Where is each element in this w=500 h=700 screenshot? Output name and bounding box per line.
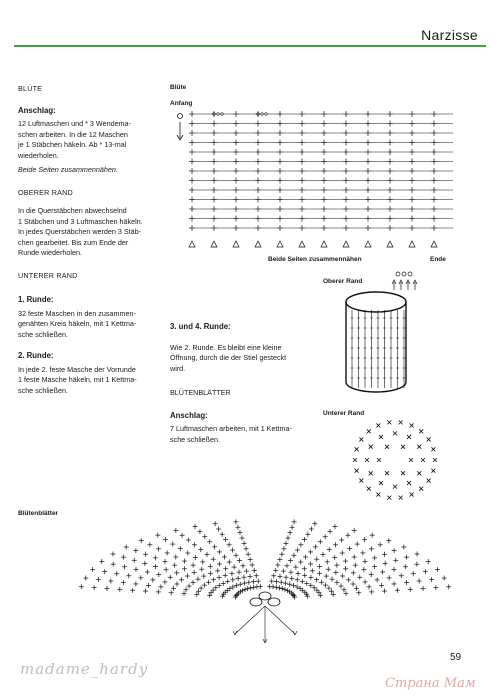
oberer-rand-diagram bbox=[340, 270, 460, 400]
chart-row bbox=[189, 111, 453, 117]
anschlag-line: 12 Luftmaschen und * 3 Wendema- bbox=[18, 119, 131, 128]
left-column bbox=[18, 84, 163, 396]
runde34-line: wird. bbox=[170, 363, 186, 373]
anschlag-line: je 1 Stäbchen häkeln. Ab * 13-mal bbox=[18, 140, 127, 149]
oberer-line: chen gearbeitet. Bis zum Ende der bbox=[18, 237, 129, 247]
anschlag-heading: Anschlag: bbox=[18, 105, 56, 115]
header-rule bbox=[14, 45, 486, 47]
unterer-diagram-label: Unterer Rand bbox=[323, 410, 365, 417]
section-bluete-heading: BLÜTE bbox=[18, 84, 43, 93]
oberer-diagram-label: Oberer Rand bbox=[323, 278, 363, 285]
petals-anschlag-heading: Anschlag: bbox=[170, 410, 208, 420]
chart-row bbox=[189, 225, 453, 231]
chart-row bbox=[189, 178, 453, 184]
oberer-line: 1 Stäbchen und 3 Luftmaschen häkeln. bbox=[18, 216, 143, 226]
runde2-line: In jede 2. feste Masche der Vorrunde bbox=[18, 364, 136, 374]
petals-crochet-chart bbox=[60, 514, 470, 654]
chart-row bbox=[189, 130, 453, 136]
anfang-label: Anfang bbox=[170, 100, 193, 107]
runde1-line: genähten Kreis häkeln, mit 1 Kettma- bbox=[18, 319, 137, 328]
runde1-line: sche schließen. bbox=[18, 329, 68, 339]
sew-note: Beide Seiten zusammennähen. bbox=[18, 165, 118, 174]
chart-row bbox=[189, 187, 453, 193]
runde2-line: 1 feste Masche häkeln, mit 1 Kettma- bbox=[18, 375, 137, 384]
section-oberer-heading: OBERER RAND bbox=[18, 187, 73, 197]
chart-row bbox=[189, 168, 453, 174]
sew-diagram-label: Beide Seiten zusammennähen bbox=[268, 256, 362, 263]
anschlag-line: wiederholen. bbox=[18, 150, 59, 160]
mid-column bbox=[170, 322, 305, 445]
oberer-line: In jedes Querstäbchen werden 3 Stäb- bbox=[18, 227, 142, 236]
anschlag-line: schen arbeiten. In die 12 Maschen bbox=[18, 129, 128, 139]
cylinder-shape bbox=[346, 292, 406, 392]
runde1-line: 32 feste Maschen in den zusammen- bbox=[18, 308, 136, 318]
chart-row bbox=[189, 159, 453, 165]
petals-anschlag-line: 7 Luftmaschen arbeiten, mit 1 Kettma- bbox=[170, 424, 292, 433]
chart-row bbox=[189, 206, 453, 212]
runde2-heading: 2. Runde: bbox=[18, 351, 54, 360]
chart-row bbox=[189, 216, 453, 222]
chart-row bbox=[189, 149, 453, 155]
page-title: Narzisse bbox=[421, 27, 478, 43]
petals-heading: BLÜTENBLÄTTER bbox=[170, 388, 231, 397]
chart-row bbox=[189, 121, 453, 127]
oberer-line: Runde wiederholen. bbox=[18, 248, 82, 257]
ende-label: Ende bbox=[430, 256, 446, 263]
bluete-diagram-label: Blüte bbox=[170, 84, 187, 91]
runde34-line: Öffnung, durch die der Stiel gesteckt bbox=[170, 353, 287, 362]
oberer-line: In die Querstäbchen abwechselnd bbox=[18, 206, 127, 215]
runde2-line: sche schließen. bbox=[18, 385, 68, 395]
bluete-crochet-chart bbox=[170, 108, 470, 253]
sew-triangles bbox=[189, 241, 437, 247]
chart-row bbox=[189, 197, 453, 203]
watermark: Страна Мам bbox=[385, 676, 476, 691]
start-marker bbox=[177, 114, 183, 141]
petals-diagram-label: Blütenblätter bbox=[18, 510, 59, 517]
oberer-stitch-markers bbox=[392, 272, 417, 290]
runde34-line: Wie 2. Runde. Es bleibt eine kleine bbox=[170, 342, 282, 352]
page-number: 59 bbox=[450, 652, 462, 663]
signature: madame_hardy bbox=[20, 660, 149, 678]
runde1-heading: 1. Runde: bbox=[18, 295, 54, 304]
petals-anschlag-line: sche schließen. bbox=[170, 434, 220, 444]
section-unterer-heading: UNTERER RAND bbox=[18, 270, 78, 280]
chart-row bbox=[189, 140, 453, 146]
runde34-heading: 3. und 4. Runde: bbox=[170, 322, 231, 331]
center-chain bbox=[250, 592, 280, 606]
unterer-rand-diagram bbox=[340, 415, 450, 505]
